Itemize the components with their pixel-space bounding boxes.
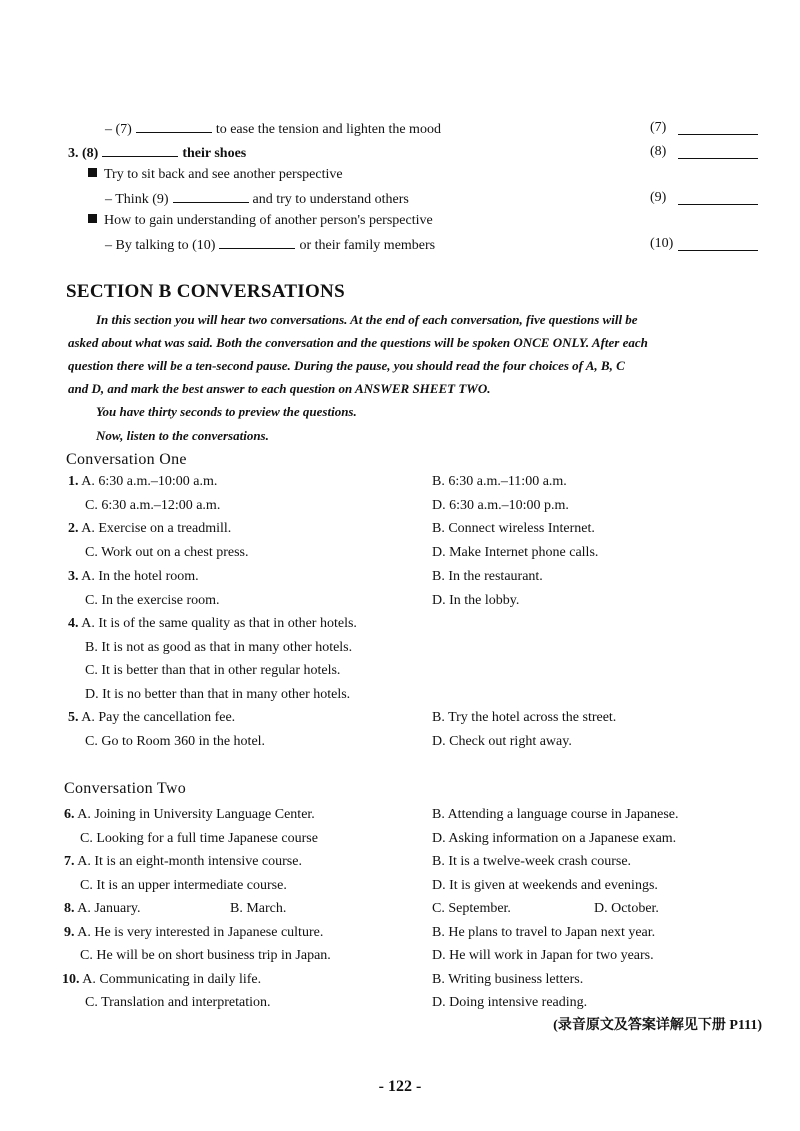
answer-blank[interactable] (136, 120, 212, 133)
question-number: 5. (68, 710, 79, 725)
option-b[interactable]: B. In the restaurant. (432, 569, 543, 584)
note-suffix: to ease the tension and lighten the mood (215, 122, 441, 137)
question-4 (0, 616, 800, 638)
note-prefix: – (7) (105, 122, 132, 137)
answer-label: (10) (650, 236, 674, 251)
answer-line[interactable] (678, 134, 758, 135)
option-d[interactable]: D. Make Internet phone calls. (432, 545, 599, 560)
option-c[interactable]: C. It is an upper intermediate course. (80, 878, 287, 893)
question-7 (0, 854, 800, 876)
option-d[interactable]: D. He will work in Japan for two years. (432, 948, 654, 963)
option-d[interactable]: D. Asking information on a Japanese exam. (432, 831, 677, 846)
instruction-line: asked about what was said. Both the conversation and the questions will be spoken ONCE ONLY. After each (68, 335, 648, 350)
option-a[interactable]: A. 6:30 a.m.–10:00 a.m. (81, 474, 218, 489)
question-7-cd (0, 878, 800, 900)
question-2 (0, 521, 800, 543)
page-number: - 122 - (378, 1078, 422, 1095)
question-number: 10. (62, 972, 80, 987)
option-c[interactable]: C. He will be on short business trip in Japan. (80, 948, 331, 963)
question-4-b (0, 640, 800, 662)
conversation-one-title: Conversation One (66, 451, 187, 468)
square-bullet-icon (88, 168, 97, 177)
option-d[interactable]: D. Check out right away. (432, 734, 572, 749)
answer-label: (8) (650, 144, 667, 159)
instruction-line: Now, listen to the conversations. (96, 428, 269, 443)
answer-reference-note: (录音原文及答案详解见下册 P111) (553, 1018, 762, 1033)
answer-label: (7) (650, 120, 667, 135)
note-bullet-understanding (0, 213, 800, 235)
answer-label: (9) (650, 190, 667, 205)
option-b[interactable]: B. It is not as good as that in many other hotels. (85, 640, 353, 655)
square-bullet-icon (88, 214, 97, 223)
question-3 (0, 569, 800, 591)
option-a[interactable]: A. Pay the cancellation fee. (81, 710, 236, 725)
question-10-cd (0, 995, 800, 1017)
answer-line[interactable] (678, 204, 758, 205)
option-b[interactable]: B. Writing business letters. (432, 972, 584, 987)
conversation-two-title: Conversation Two (64, 780, 187, 797)
question-number: 4. (68, 616, 79, 631)
note-bullet-perspective (0, 167, 800, 189)
option-c[interactable]: C. Translation and interpretation. (85, 995, 271, 1010)
answer-blank[interactable] (173, 190, 249, 203)
instruction-line: In this section you will hear two conversations. At the end of each conversation, five questions will be (96, 312, 638, 327)
question-number: 9. (64, 925, 75, 940)
option-d[interactable]: D. October. (594, 901, 659, 916)
note-suffix: their shoes (182, 146, 247, 161)
option-c[interactable]: C. Looking for a full time Japanese course (80, 831, 318, 846)
option-d[interactable]: D. 6:30 a.m.–10:00 p.m. (432, 498, 569, 513)
option-c[interactable]: C. Work out on a chest press. (85, 545, 249, 560)
question-9 (0, 925, 800, 947)
question-2-cd (0, 545, 800, 567)
question-1-cd (0, 498, 800, 520)
option-a[interactable]: A. January. (77, 901, 141, 916)
option-c[interactable]: C. Go to Room 360 in the hotel. (85, 734, 266, 749)
question-number: 1. (68, 474, 79, 489)
instruction-line: and D, and mark the best answer to each question on ANSWER SHEET TWO. (68, 381, 491, 396)
section-title: SECTION B CONVERSATIONS (66, 281, 345, 302)
question-number: 8. (64, 901, 75, 916)
question-10 (0, 972, 800, 994)
question-6-cd (0, 831, 800, 853)
note-suffix: and try to understand others (252, 192, 409, 207)
note-prefix: – By talking to (10) (105, 238, 216, 253)
note-text: How to gain understanding of another person's perspective (104, 213, 433, 228)
option-d[interactable]: D. It is no better than that in many other hotels. (85, 687, 351, 702)
option-b[interactable]: B. 6:30 a.m.–11:00 a.m. (432, 474, 567, 489)
answer-line[interactable] (678, 158, 758, 159)
instruction-line: You have thirty seconds to preview the questions. (96, 404, 357, 419)
note-suffix: or their family members (299, 238, 436, 253)
question-8 (0, 901, 800, 923)
option-c[interactable]: C. September. (432, 901, 511, 916)
option-d[interactable]: D. In the lobby. (432, 593, 520, 608)
note-item-9 (0, 190, 800, 212)
option-a[interactable]: A. It is of the same quality as that in other hotels. (81, 616, 357, 631)
note-item-8 (0, 144, 800, 166)
option-c[interactable]: C. 6:30 a.m.–12:00 a.m. (85, 498, 221, 513)
option-a[interactable]: A. Joining in University Language Center. (77, 807, 315, 822)
option-b[interactable]: B. He plans to travel to Japan next year. (432, 925, 656, 940)
option-a[interactable]: A. In the hotel room. (81, 569, 199, 584)
option-a[interactable]: A. Exercise on a treadmill. (81, 521, 232, 536)
question-5 (0, 710, 800, 732)
question-number: 3. (68, 569, 79, 584)
option-a[interactable]: A. It is an eight-month intensive course. (77, 854, 302, 869)
question-5-cd (0, 734, 800, 756)
option-b[interactable]: B. Attending a language course in Japanese. (432, 807, 679, 822)
option-c[interactable]: C. In the exercise room. (85, 593, 220, 608)
question-3-cd (0, 593, 800, 615)
question-1 (0, 474, 800, 496)
question-4-d (0, 687, 800, 709)
option-c[interactable]: C. It is better than that in other regular hotels. (85, 663, 341, 678)
answer-blank[interactable] (102, 144, 178, 157)
note-prefix: 3. (8) (68, 146, 99, 161)
question-number: 7. (64, 854, 75, 869)
note-item-7 (0, 120, 800, 142)
question-number: 6. (64, 807, 75, 822)
instruction-line: question there will be a ten-second pause. During the pause, you should read the four choices of A, B, C (68, 358, 625, 373)
option-b[interactable]: B. It is a twelve-week crash course. (432, 854, 632, 869)
question-4-c (0, 663, 800, 685)
question-6 (0, 807, 800, 829)
option-a[interactable]: A. He is very interested in Japanese culture. (77, 925, 324, 940)
option-b[interactable]: B. Try the hotel across the street. (432, 710, 617, 725)
question-number: 2. (68, 521, 79, 536)
question-9-cd (0, 948, 800, 970)
note-text: Try to sit back and see another perspective (104, 167, 343, 182)
option-d[interactable]: D. It is given at weekends and evenings. (432, 878, 658, 893)
note-item-10 (0, 236, 800, 258)
option-d[interactable]: D. Doing intensive reading. (432, 995, 588, 1010)
answer-line[interactable] (678, 250, 758, 251)
option-b[interactable]: B. March. (230, 901, 287, 916)
note-prefix: – Think (9) (105, 192, 169, 207)
option-a[interactable]: A. Communicating in daily life. (82, 972, 262, 987)
option-b[interactable]: B. Connect wireless Internet. (432, 521, 595, 536)
answer-blank[interactable] (219, 236, 295, 249)
